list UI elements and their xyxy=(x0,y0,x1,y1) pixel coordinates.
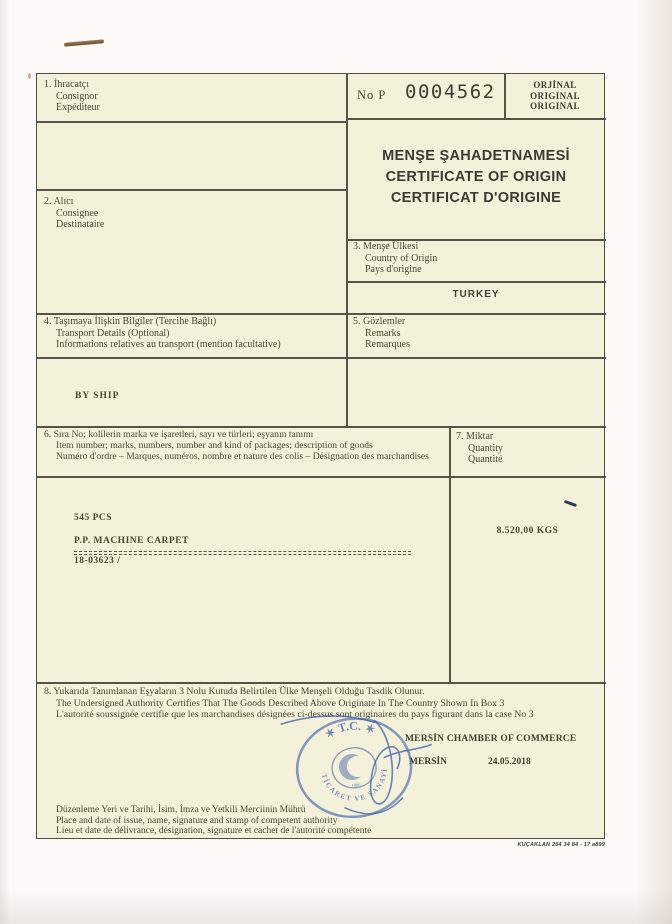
official-stamp xyxy=(275,698,449,854)
copy-mark-fr: ORIGINAL xyxy=(530,101,580,111)
divider xyxy=(37,189,346,191)
scan-edge-bottom xyxy=(0,888,672,924)
title-fr: CERTIFICAT D'ORIGINE xyxy=(390,190,562,206)
document-title xyxy=(346,146,606,209)
box1-label-tr: 1. İhracatçı xyxy=(44,79,89,90)
box5-label-en: Remarks xyxy=(365,327,401,339)
stamp-top-text: ✶ T.C. ✶ xyxy=(322,718,378,742)
box7-label-en: Quantity xyxy=(468,442,503,454)
box7-label-fr: Quantité xyxy=(468,454,503,465)
divider xyxy=(37,682,606,684)
statement-fr: L'autorité soussignée certifie que les marchandises désignées ci-dessus sont originaires du pays figurant dans la case No 3 xyxy=(56,709,534,720)
scan-edge-left xyxy=(0,0,10,924)
title-en: CERTIFICATE OF ORIGIN xyxy=(385,169,567,185)
box4-label-tr: 4. Taşımaya İlişkin Bilgiler (Tercihe Bağlı) xyxy=(44,316,217,327)
divider xyxy=(37,121,346,123)
divider xyxy=(37,357,606,359)
box2-label xyxy=(44,196,104,231)
divider xyxy=(346,118,606,120)
box6-label-fr: Numéro d'ordre – Marques, numéros, nombre et nature des colis – Désignation des marchandises xyxy=(56,451,429,462)
box1-label-fr: Expéditeur xyxy=(56,102,100,113)
goods-underline xyxy=(74,551,411,555)
issue-label-fr: Lieu et date de délivrance, désignation, signature et cachet de l'autorité compétente xyxy=(56,826,372,836)
copy-marks xyxy=(504,80,606,112)
box4-label-en: Transport Details (Optional) xyxy=(56,327,170,339)
box5-label xyxy=(353,316,410,351)
box1-label-en: Consignor xyxy=(56,90,98,102)
divider xyxy=(346,74,348,426)
issue-label-en: Place and date of issue, name, signature and stamp of competent authority xyxy=(56,815,338,826)
goods-description: P.P. MACHINE CARPET xyxy=(74,536,189,546)
issue-date: 24.05.2018 xyxy=(488,757,531,767)
box3-label-tr: 3. Menşe Ülkesi xyxy=(353,241,419,252)
divider xyxy=(37,313,606,315)
box5-label-fr: Remarques xyxy=(365,339,410,350)
box6-label-tr: 6. Sıra No; kolilerin marka ve işaretleri, sayı ve türleri; eşyanın tanımı xyxy=(44,429,314,440)
copy-mark-en: ORIGINAL xyxy=(530,90,580,101)
quantity-value: 8.520,00 KGS xyxy=(496,526,559,536)
box4-label xyxy=(44,316,281,351)
box5-label-tr: 5. Gözlemler xyxy=(353,316,406,327)
goods-reference: 18-03623 / xyxy=(74,556,121,566)
country-of-origin-value: TURKEY xyxy=(452,289,500,300)
stamp-ring-text: TİCARET VE SANAYİ xyxy=(319,767,390,803)
issue-label-tr: Düzenleme Yeri ve Tarihi, İsim, İmza ve Yetkili Merciinin Mührü xyxy=(56,805,306,815)
divider xyxy=(449,426,451,682)
issue-place: MERSİN xyxy=(409,757,448,767)
printer-code: KUÇAKLAN 264 34 84 - 17 a899 xyxy=(517,842,605,848)
box2-label-tr: 2. Alıcı xyxy=(44,196,74,207)
box3-label xyxy=(353,241,437,276)
statement-tr: 8. Yukarıda Tanımlanan Eşyaların 3 Nolu Kutuda Belirtilen Ülke Menşeli Olduğu Tasdik Olunur. xyxy=(44,686,425,697)
box6-label xyxy=(44,429,429,462)
box6-label-en: Item number; marks, numbers, number and kind of packages; description of goods xyxy=(56,440,373,451)
box1-label xyxy=(44,79,100,114)
goods-pieces: 545 PCS xyxy=(74,513,113,523)
box3-label-fr: Pays d'origine xyxy=(365,264,422,275)
stamp-year: 1886 xyxy=(351,782,361,789)
box2-label-fr: Destinataire xyxy=(56,219,105,230)
divider xyxy=(37,476,606,478)
divider xyxy=(37,426,606,428)
staple-mark xyxy=(64,39,104,46)
serial-prefix: No P xyxy=(357,88,387,102)
ink-speck xyxy=(28,73,31,79)
scan-edge-right xyxy=(636,0,672,924)
statement-en: The Undersigned Authority Certifies That The Goods Described Above Originate In The Country Shown In Box 3 xyxy=(56,697,505,709)
box7-label xyxy=(456,431,503,466)
box4-label-fr: Informations relatives au transport (mention facultative) xyxy=(56,339,281,350)
box3-label-en: Country of Origin xyxy=(365,252,438,264)
box7-label-tr: 7. Miktar xyxy=(456,431,494,442)
transport-value: BY SHIP xyxy=(75,391,120,401)
issuing-authority: MERSİN CHAMBER OF COMMERCE xyxy=(405,734,577,744)
divider xyxy=(346,281,606,283)
copy-mark-tr: ORJİNAL xyxy=(533,80,577,90)
pen-mark xyxy=(564,500,577,507)
box2-label-en: Consignee xyxy=(56,207,99,219)
serial-number: 0004562 xyxy=(405,81,496,103)
title-tr: MENŞE ŞAHADETNAMESİ xyxy=(382,148,570,164)
